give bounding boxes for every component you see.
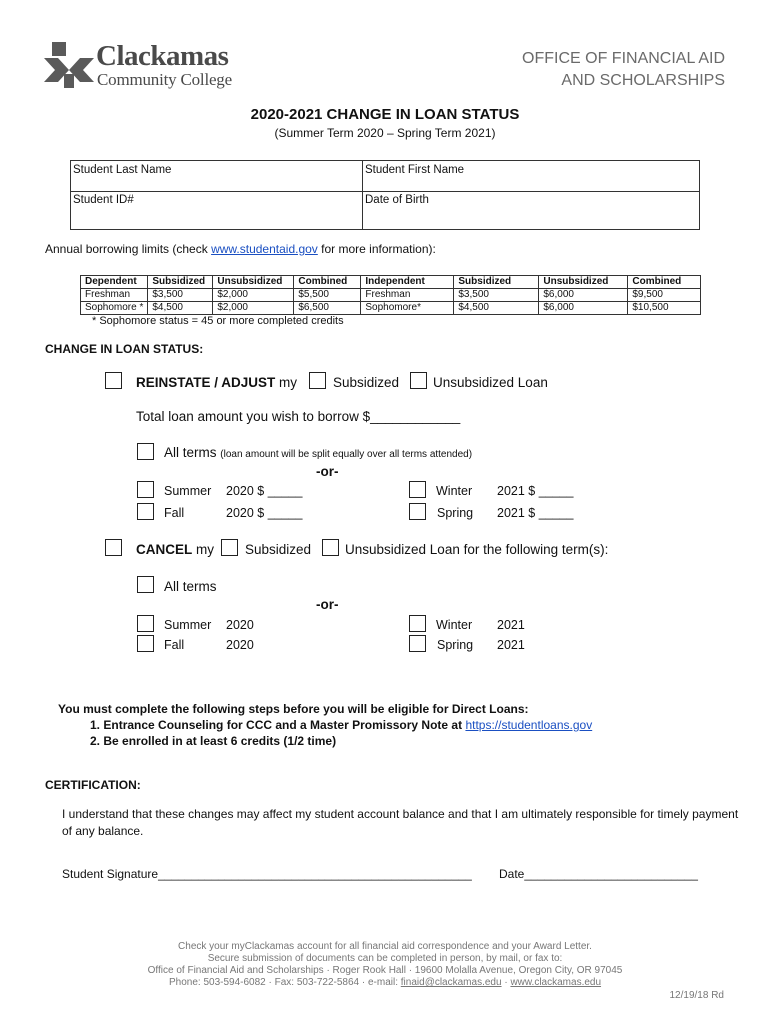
footer-line-3: Office of Financial Aid and Scholarships · Roger Rook Hall · 19600 Molalla Avenue, Oregon City, OR 97045 [147,965,623,976]
cancel-winter-year: 2021 [497,618,525,632]
winter-label: Winter [436,484,473,498]
or-divider: -or- [316,464,339,479]
cancel-subsidized-label: Subsidized [245,542,312,557]
office-title [522,48,725,92]
cancel-summer-year: 2020 [226,618,254,632]
logo-name: Clackamas [96,40,229,72]
reinstate-label: REINSTATE / ADJUST my [136,375,298,390]
cancel-subsidized-checkbox[interactable] [221,539,238,556]
form-subtitle: (Summer Term 2020 – Spring Term 2021) [274,126,496,140]
footer-line-4: Phone: 503-594-6082 · Fax: 503-722-5864 · e-mail: finaid@clackamas.edu · www.clackamas.edu [168,977,602,988]
winter-amount[interactable]: 2021 $ _____ [497,484,574,498]
fall-label: Fall [164,506,185,520]
studentaid-link[interactable]: www.studentaid.gov [211,242,318,256]
all-terms-label: All terms (loan amount will be split equally over all terms attended) [164,445,473,460]
dob-field[interactable]: Date of Birth [365,194,429,206]
spring-label: Spring [437,506,474,520]
cancel-unsubsidized-checkbox[interactable] [322,539,339,556]
reinstate-subsidized-label: Subsidized [333,375,400,390]
date-field[interactable]: Date__________________________ [499,867,698,881]
reinstate-subsidized-checkbox[interactable] [309,372,326,389]
reinstate-unsubsidized-label: Unsubsidized Loan [433,375,548,390]
cancel-summer-label: Summer [164,618,212,632]
summer-amount[interactable]: 2020 $ _____ [226,484,303,498]
cancel-checkbox[interactable] [105,539,122,556]
certification-heading: CERTIFICATION: [45,778,141,792]
spring-amount[interactable]: 2021 $ _____ [497,506,574,520]
student-id-field[interactable]: Student ID# [73,194,134,206]
cancel-fall-checkbox[interactable] [137,635,154,652]
signature-field[interactable]: Student Signature_______________________________________________ [62,867,472,881]
steps-intro: You must complete the following steps before you will be eligible for Direct Loans: [58,702,529,716]
spring-checkbox[interactable] [409,503,426,520]
cancel-spring-year: 2021 [497,638,525,652]
cancel-summer-checkbox[interactable] [137,615,154,632]
last-name-field[interactable]: Student Last Name [73,164,172,176]
cancel-unsubsidized-label: Unsubsidized Loan for the following term(s): [345,542,609,557]
winter-checkbox[interactable] [409,481,426,498]
footer-line-1: Check your myClackamas account for all financial aid correspondence and your Award Letter. [178,941,592,952]
borrowing-limits-intro: Annual borrowing limits (check www.studentaid.gov for more information): [45,242,436,256]
change-heading: CHANGE IN LOAN STATUS: [45,342,204,356]
cancel-fall-label: Fall [164,638,185,652]
table-row: Freshman $3,500 $2,000 $5,500 Freshman $3,500 $6,000 $9,500 [81,289,701,302]
table-row: Dependent Subsidized Unsubsidized Combined Independent Subsidized Unsubsidized Combined [81,276,701,289]
cancel-or-divider: -or- [316,597,339,612]
summer-checkbox[interactable] [137,481,154,498]
first-name-field[interactable]: Student First Name [365,164,465,176]
table-row: Sophomore * $4,500 $2,000 $6,500 Sophomore* $4,500 $6,000 $10,500 [81,302,701,315]
fall-checkbox[interactable] [137,503,154,520]
cancel-all-terms-label: All terms [164,579,217,594]
website-link[interactable]: www.clackamas.edu [510,977,602,988]
all-terms-checkbox[interactable] [137,443,154,460]
requirements-steps [58,701,592,749]
step-1: 1. Entrance Counseling for CCC and a Master Promissory Note at https://studentloans.gov [90,718,593,732]
cancel-fall-year: 2020 [226,638,254,652]
summer-label: Summer [164,484,212,498]
reinstate-unsubsidized-checkbox[interactable] [410,372,427,389]
borrowing-limits-table [80,275,701,315]
office-line-2: AND SCHOLARSHIPS [561,72,725,89]
certification-text: I understand that these changes may affect my student account balance and that I am ultimately responsible for timely payment of any balance. [62,807,739,838]
step-2: 2. Be enrolled in at least 6 credits (1/2 time) [90,734,337,748]
reinstate-checkbox[interactable] [105,372,122,389]
sophomore-footnote: * Sophomore status = 45 or more completed credits [92,315,344,327]
total-amount-field[interactable]: Total loan amount you wish to borrow $____________ [136,409,461,424]
footer-line-2: Secure submission of documents can be completed in person, by mail, or fax to: [207,953,563,964]
form-title: 2020-2021 CHANGE IN LOAN STATUS [250,106,520,123]
fall-amount[interactable]: 2020 $ _____ [226,506,303,520]
cancel-winter-checkbox[interactable] [409,615,426,632]
page-footer [0,941,770,989]
cancel-spring-label: Spring [437,638,474,652]
cancel-all-terms-checkbox[interactable] [137,576,154,593]
revision-date: 12/19/18 Rd [669,990,724,1001]
office-line-1: OFFICE OF FINANCIAL AID [522,50,725,67]
student-info-box [70,160,700,230]
email-link[interactable]: finaid@clackamas.edu [400,977,502,988]
cancel-spring-checkbox[interactable] [409,635,426,652]
cancel-label: CANCEL my [136,542,214,557]
logo-subtitle: Community College [97,70,232,89]
college-logo-icon [44,42,94,88]
cancel-winter-label: Winter [436,618,473,632]
studentloans-link[interactable]: https://studentloans.gov [465,718,593,732]
